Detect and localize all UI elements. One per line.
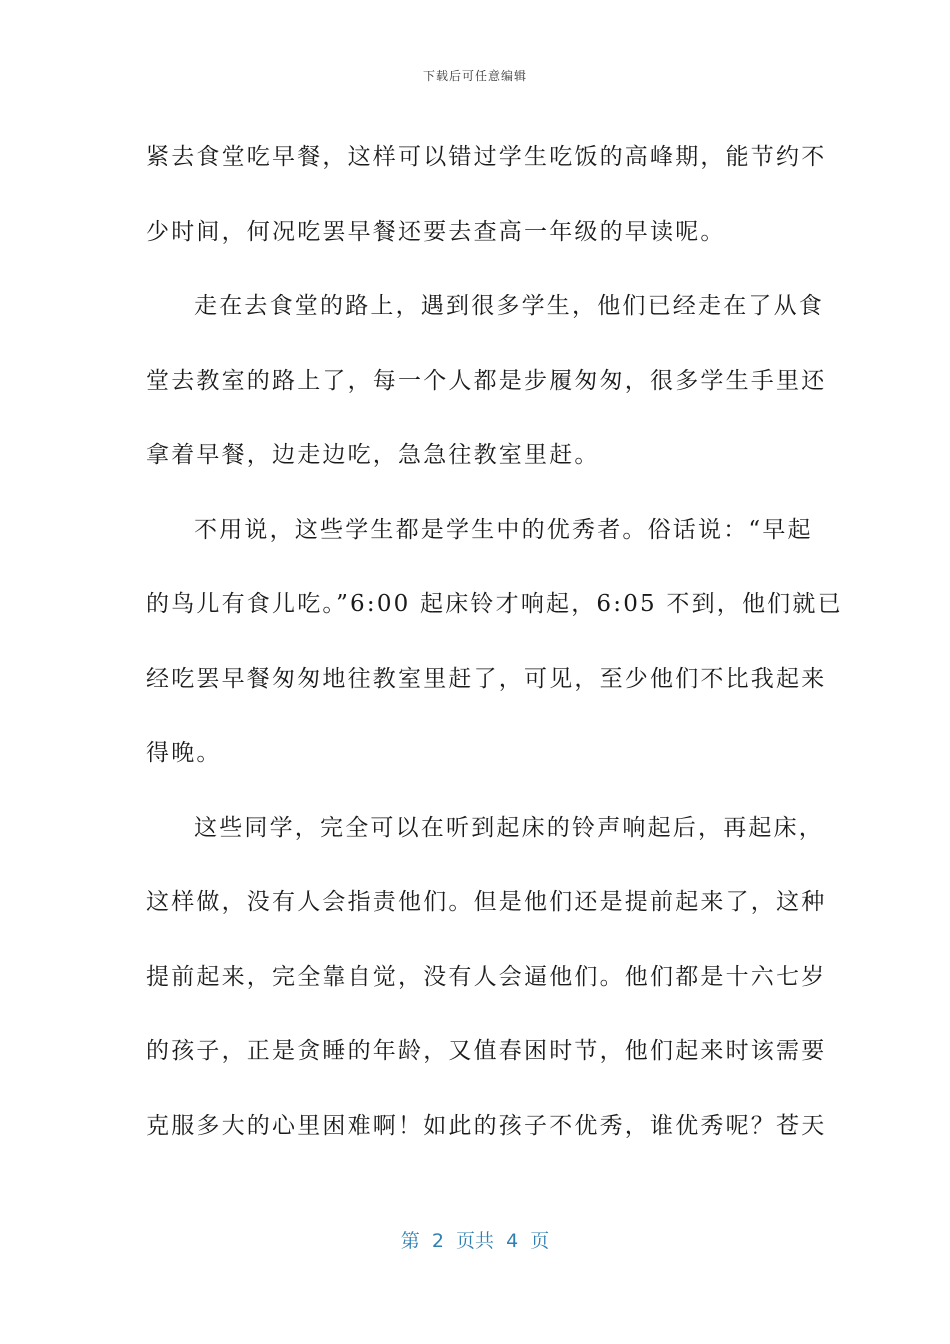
text-line: 提前起来，完全靠自觉，没有人会逼他们。他们都是十六七岁 bbox=[146, 963, 827, 990]
text-line: 克服多大的心里困难啊！如此的孩子不优秀，谁优秀呢？苍天 bbox=[146, 1112, 827, 1139]
text-line: 的孩子，正是贪睡的年龄，又值春困时节，他们起来时该需要 bbox=[146, 1038, 827, 1064]
text-line: 经吃罢早餐匆匆地往教室里赶了，可见，至少他们不比我起来 bbox=[146, 665, 827, 692]
document-body bbox=[146, 120, 843, 1163]
text-line: 这些同学，完全可以在听到起床的铃声响起后，再起床， bbox=[194, 814, 824, 841]
text-line: 这样做，没有人会指责他们。但是他们还是提前起来了，这种 bbox=[146, 889, 827, 915]
text-line: 的鸟儿有食儿吃。”6:00 起床铃才响起，6:05 不到，他们就已 bbox=[146, 591, 843, 617]
text-line: 拿着早餐，边走边吃，急急往教室里赶。 bbox=[146, 442, 600, 468]
text-line: 堂去教室的路上了，每一个人都是步履匆匆，很多学生手里还 bbox=[146, 367, 827, 394]
page-number-footer: 第 2 页共 4 页 bbox=[400, 1230, 550, 1252]
text-line: 少时间，何况吃罢早餐还要去查高一年级的早读呢。 bbox=[146, 218, 726, 245]
text-line: 走在去食堂的路上，遇到很多学生，他们已经走在了从食 bbox=[194, 293, 824, 319]
text-line: 紧去食堂吃早餐，这样可以错过学生吃饭的高峰期，能节约不 bbox=[146, 144, 827, 170]
text-line: 不用说，这些学生都是学生中的优秀者。俗话说：“早起 bbox=[194, 516, 813, 543]
text-line: 得晚。 bbox=[146, 740, 222, 766]
page-header: 下载后可任意编辑 bbox=[422, 69, 527, 83]
